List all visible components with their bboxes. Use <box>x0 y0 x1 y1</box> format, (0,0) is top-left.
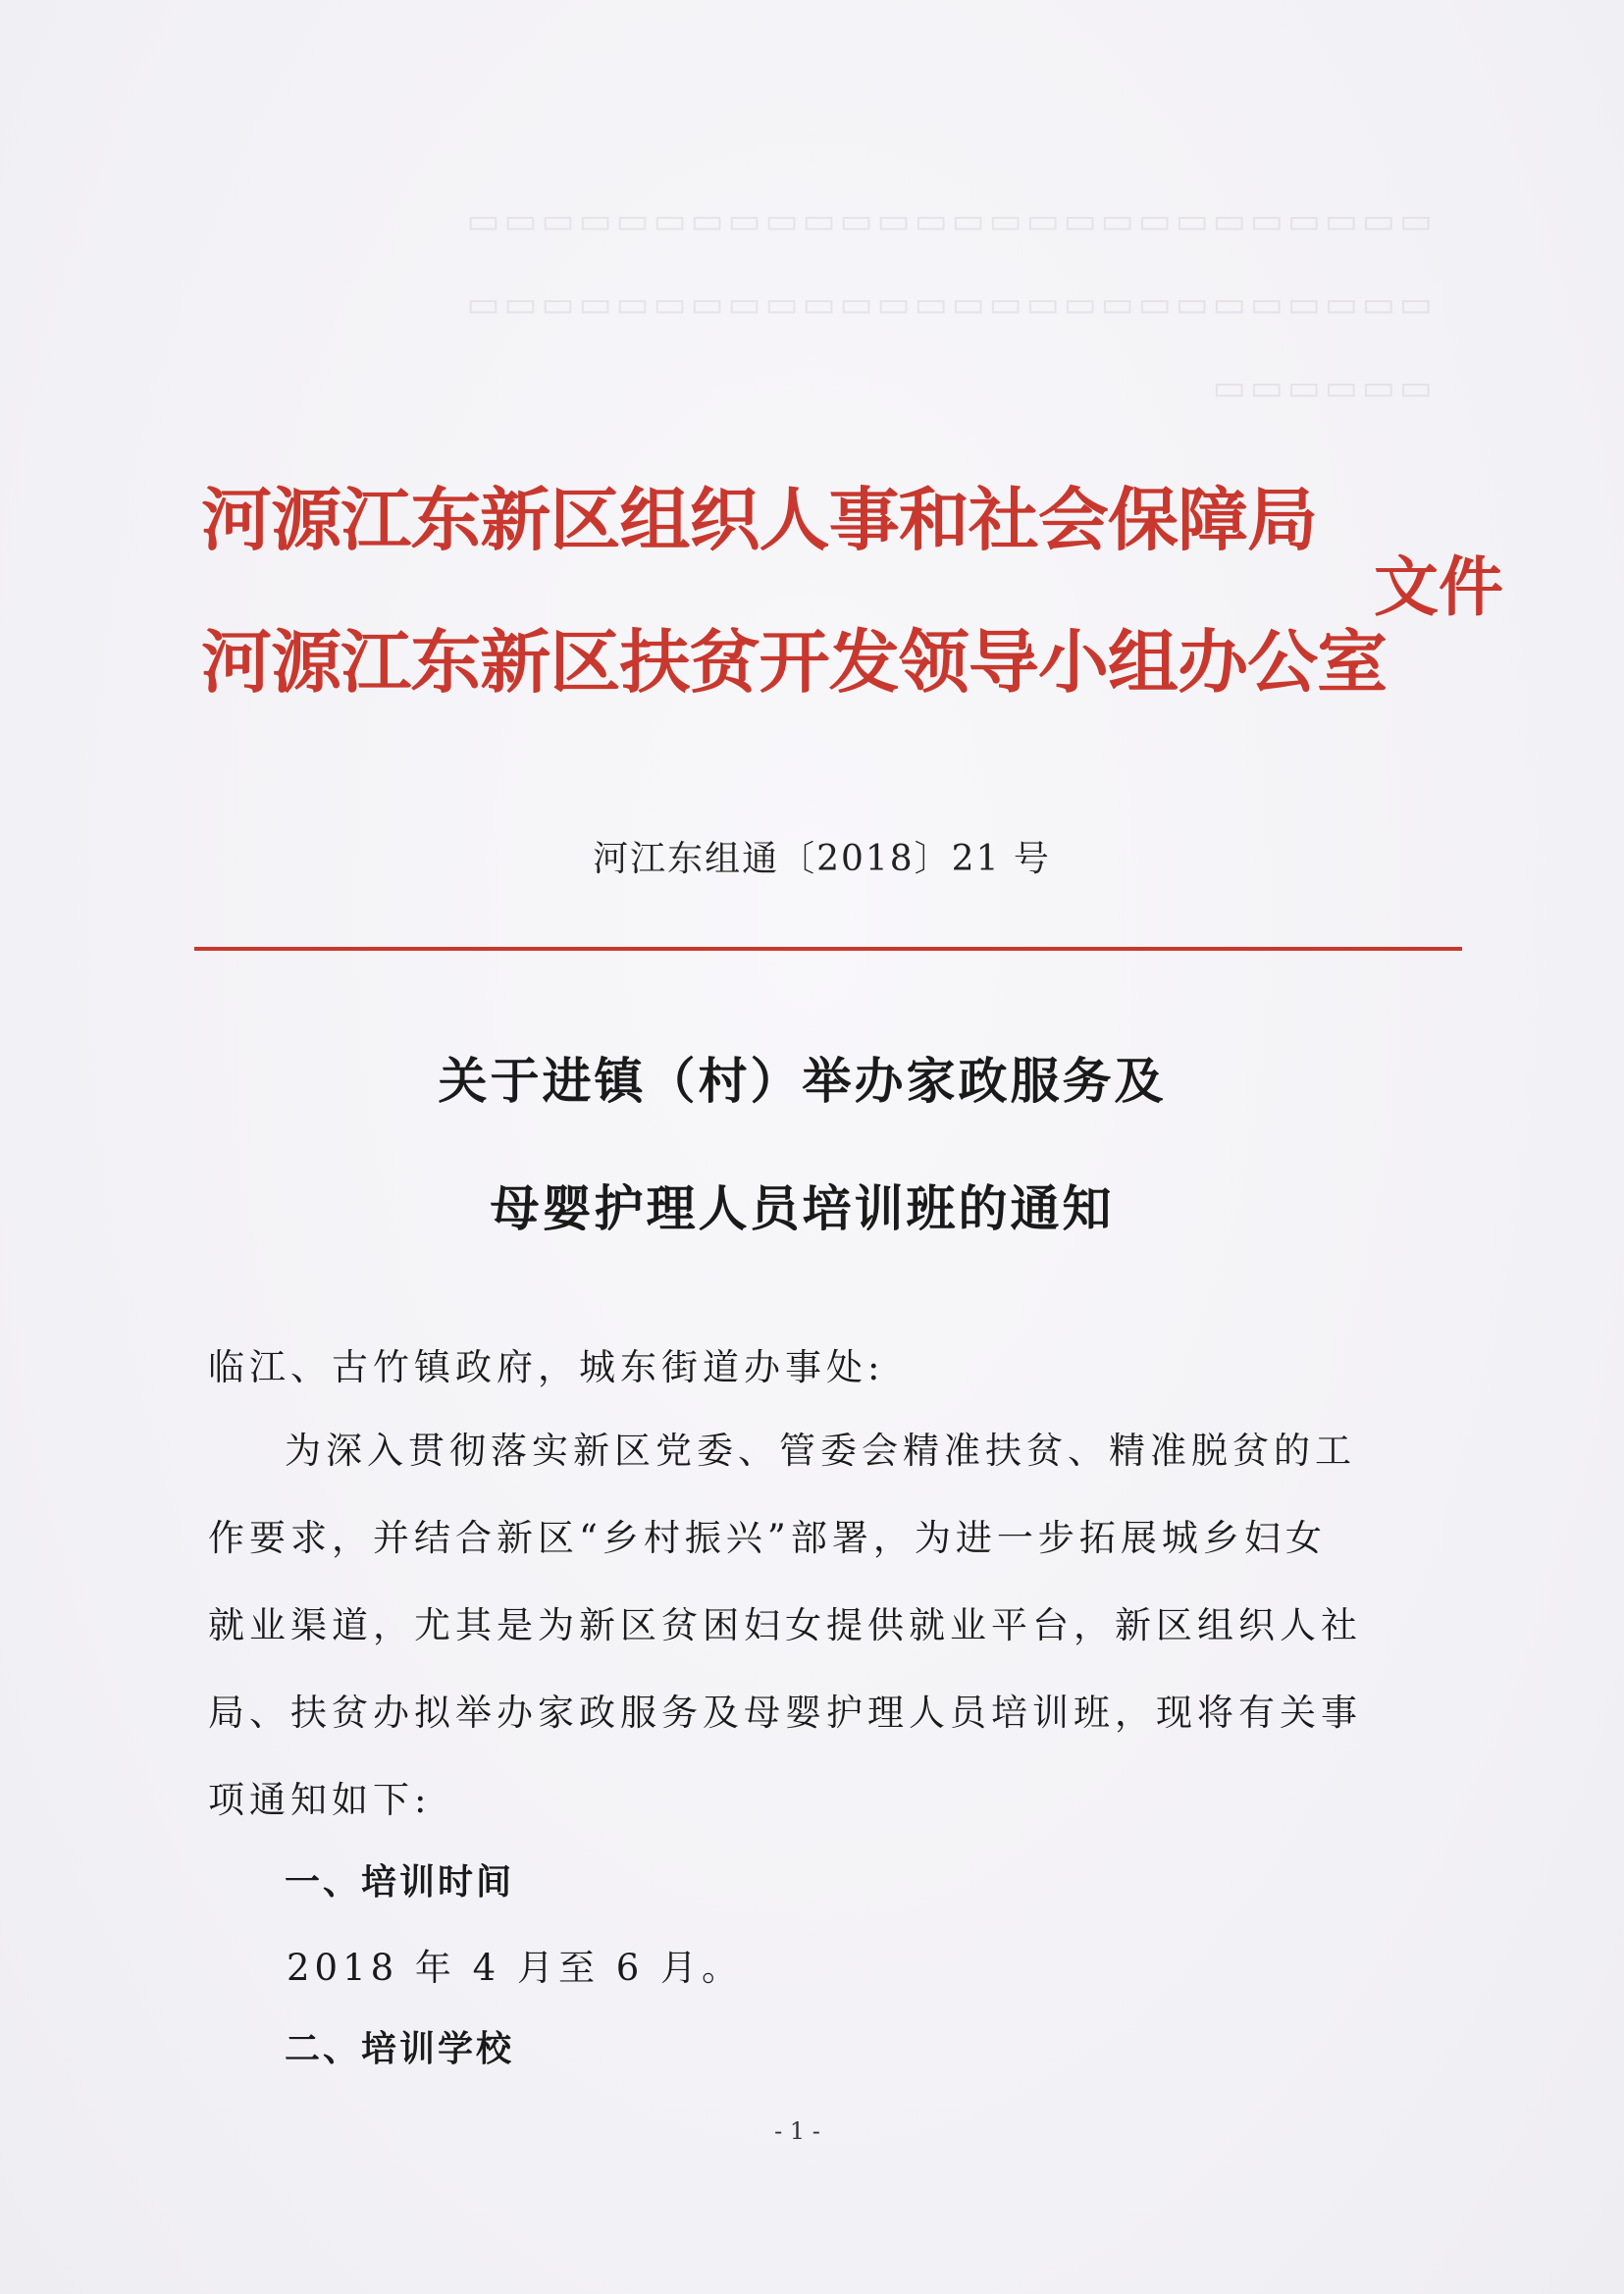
issuing-org-line-2: 河源江东新区扶贫开发领导小组办公室 <box>201 621 1388 703</box>
body-paragraph-line: 作要求，并结合新区“乡村振兴”部署，为进一步拓展城乡妇女 <box>208 1517 1327 1559</box>
page-number: - 1 - <box>774 2117 820 2145</box>
body-paragraph-line: 项通知如下: <box>208 1779 432 1821</box>
bleed-through-decoration: ▭▭▭▭▭▭ <box>1208 368 1433 408</box>
section-heading-training-time: 一、培训时间 <box>285 1862 515 1903</box>
body-paragraph-line: 局、扶贫办拟举办家政服务及母婴护理人员培训班，现将有关事 <box>208 1692 1362 1734</box>
document-title-line-2: 母婴护理人员培训班的通知 <box>490 1179 1115 1237</box>
red-divider-line <box>194 947 1462 951</box>
body-paragraph-line: 为深入贯彻落实新区党委、管委会精准扶贫、精准脱贫的工 <box>285 1430 1356 1472</box>
section-heading-training-school: 二、培训学校 <box>285 2029 515 2069</box>
issuing-org-line-1: 河源江东新区组织人事和社会保障局 <box>201 479 1318 560</box>
document-type-label: 文件 <box>1374 548 1503 625</box>
training-time-text: 2018 年 4 月至 6 月。 <box>287 1947 744 1989</box>
addressee: 临江、古竹镇政府，城东街道办事处: <box>208 1346 885 1388</box>
bleed-through-decoration: ▭▭▭▭▭▭▭▭▭▭▭▭▭▭▭▭▭▭▭▭▭▭▭▭▭▭ <box>462 201 1433 241</box>
document-number: 河江东组通〔2018〕21 号 <box>593 839 1051 879</box>
document-title-line-1: 关于进镇（村）举办家政服务及 <box>438 1052 1167 1110</box>
body-paragraph-line: 就业渠道，尤其是为新区贫困妇女提供就业平台，新区组织人社 <box>208 1604 1362 1646</box>
bleed-through-decoration: ▭▭▭▭▭▭▭▭▭▭▭▭▭▭▭▭▭▭▭▭▭▭▭▭▭▭ <box>462 285 1433 325</box>
